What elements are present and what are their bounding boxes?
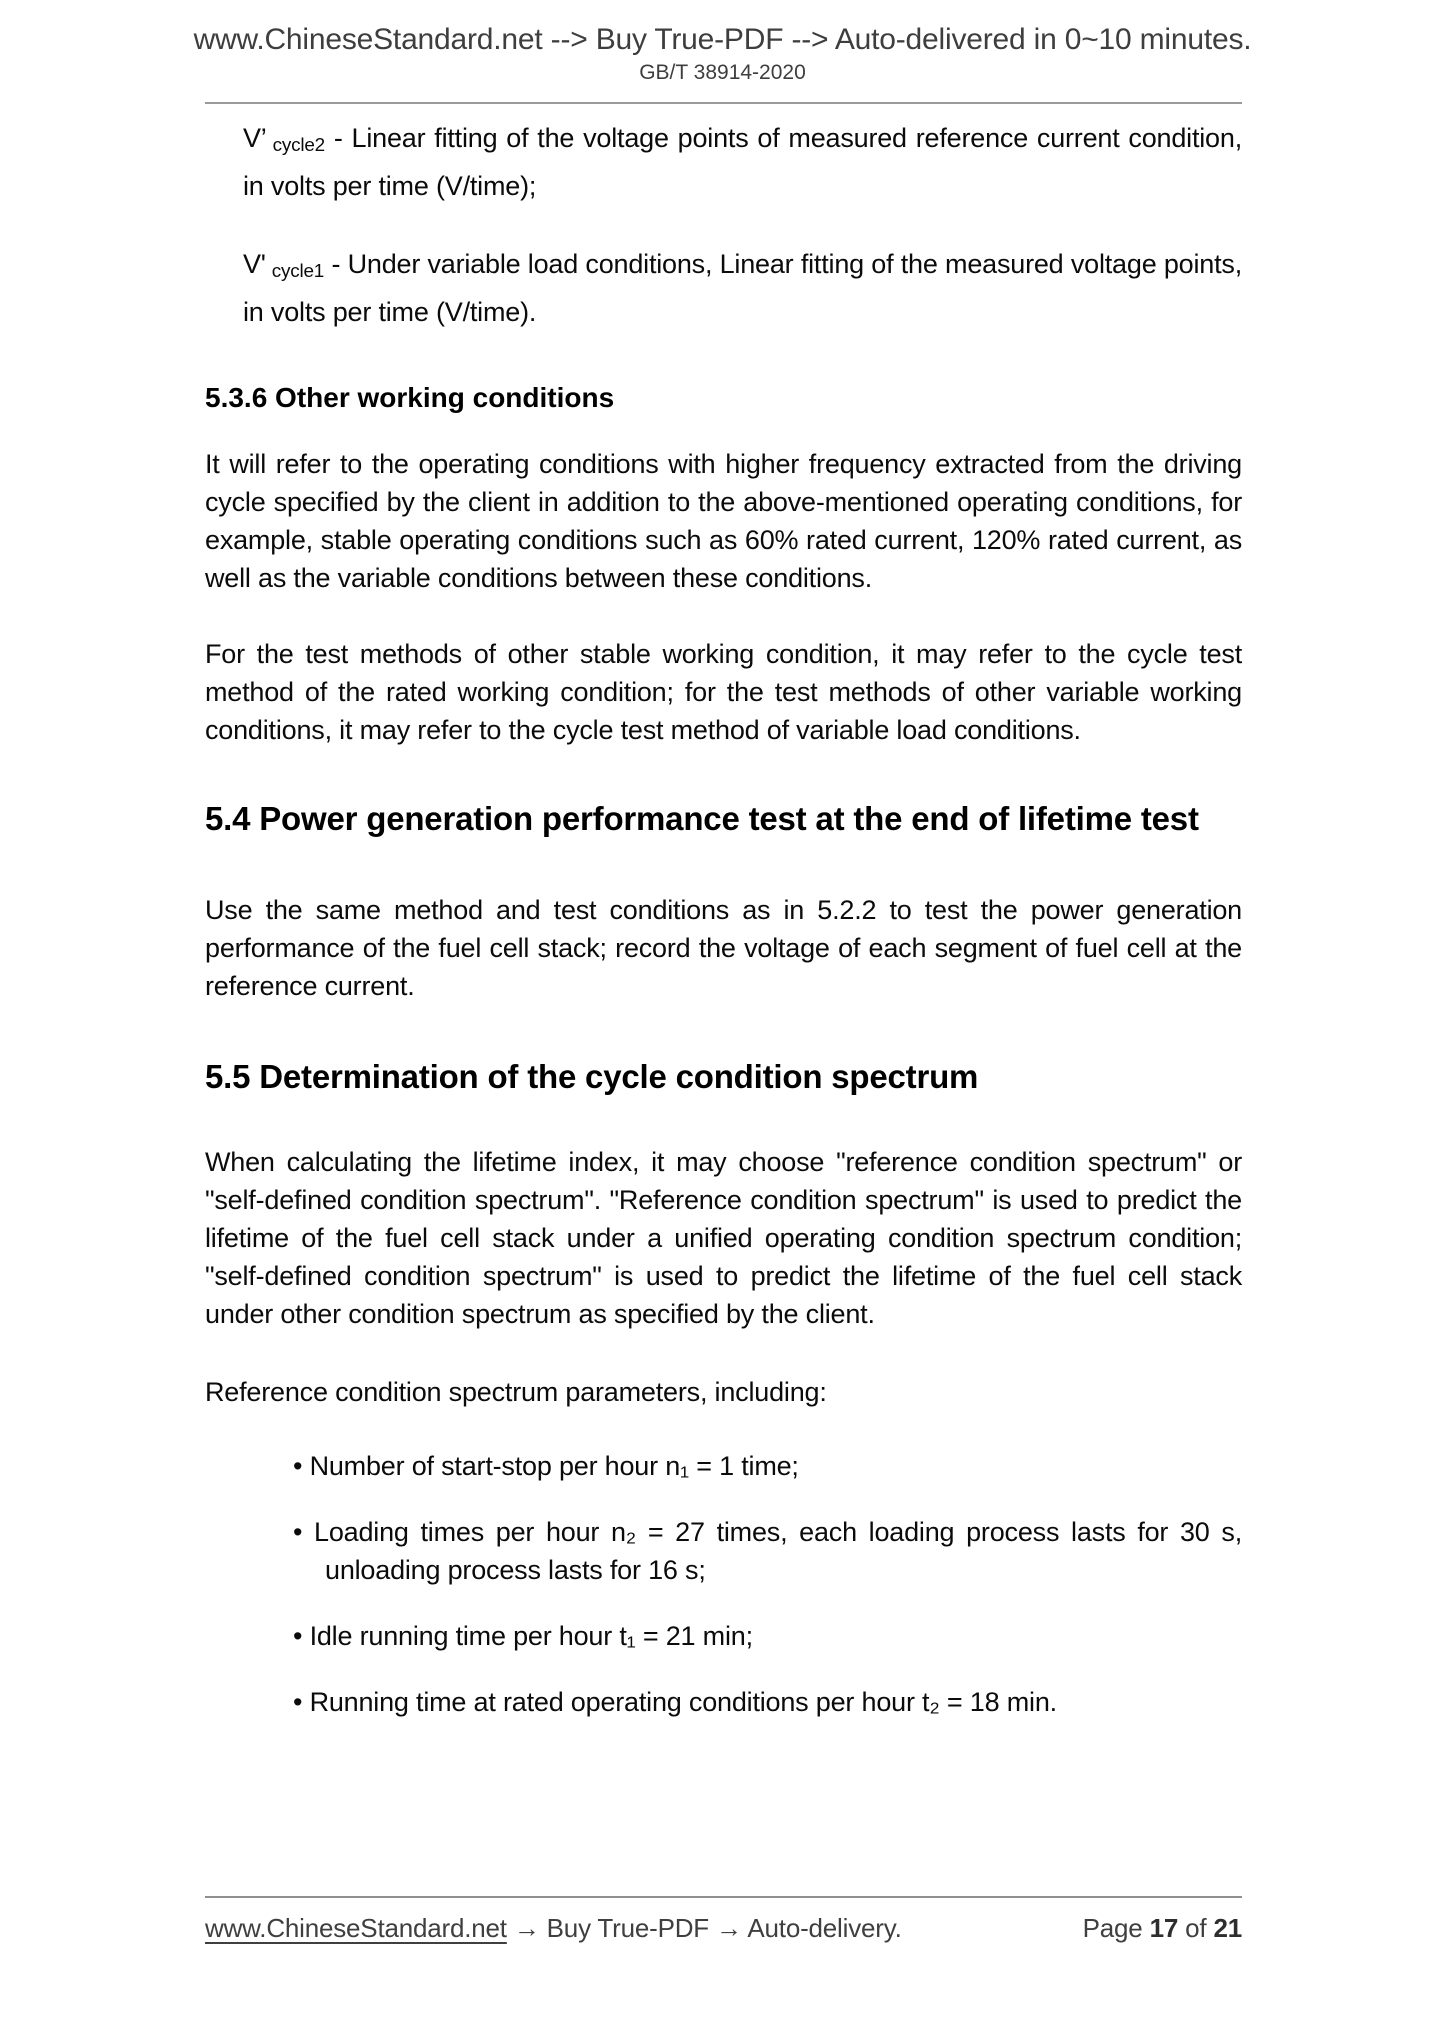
page-indicator	[1083, 1912, 1242, 1944]
footer-promo-line	[205, 1912, 902, 1944]
definition-subscript: cycle2	[272, 135, 325, 157]
list-item-rated-time: • Running time at rated operating conditions per hour t₂ = 18 min.	[293, 1683, 1242, 1721]
definition-subscript: cycle1	[271, 261, 325, 283]
section-heading-5-4: 5.4 Power generation performance test at the end of lifetime test	[205, 800, 1199, 838]
paragraph-condition-spectrum: When calculating the lifetime index, it may choose "reference condition spectrum" or "self-defined condition spectrum". "Reference condition spectrum" is used to predict the lifetime of the fuel cell stack under a unified operating condition spectrum condition; "self-defined condition spectrum" is used to predict the lifetime of the fuel cell stack under other condition spectrum as specified by the client.	[205, 1147, 1242, 1330]
list-item-start-stop: • Number of start-stop per hour n₁ = 1 time;	[293, 1447, 1242, 1485]
definition-symbol: V’	[243, 123, 267, 153]
paragraph-list-intro: Reference condition spectrum parameters, including:	[205, 1377, 827, 1408]
page-label: Page	[1082, 1913, 1143, 1943]
definition-text: - Under variable load conditions, Linear fitting of the measured voltage points, in volts per time (V/time).	[243, 249, 1242, 328]
definition-symbol: V'	[243, 249, 266, 280]
list-item-idle-time: • Idle running time per hour t₁ = 21 min;	[293, 1617, 1242, 1655]
page-footer	[205, 1896, 1242, 1944]
footer-rule	[205, 1896, 1242, 1898]
doc-number: GB/T 38914-2020	[639, 61, 806, 84]
section-heading-5-3-6: 5.3.6 Other working conditions	[205, 382, 615, 414]
header-rule	[205, 102, 1242, 104]
document-content	[205, 102, 1242, 1721]
paragraph-power-generation: Use the same method and test conditions as in 5.2.2 to test the power generation performance of the fuel cell stack; record the voltage of each segment of fuel cell at the reference current.	[205, 895, 1242, 1002]
definition-text: - Linear fitting of the voltage points of measured reference current condition, in volts per time (V/time);	[243, 123, 1242, 202]
paragraph-other-conditions: It will refer to the operating conditions with higher frequency extracted from the driving cycle specified by the client in addition to the above-mentioned operating conditions, for example, stable operating conditions such as 60% rated current, 120% rated current, as well as the variable conditions between these conditions.	[205, 449, 1242, 594]
header-banner: www.ChineseStandard.net --> Buy True-PDF --> Auto-delivered in 0~10 minutes.	[193, 23, 1252, 56]
of-label: of	[1185, 1913, 1207, 1943]
page-current: 17	[1149, 1913, 1179, 1943]
definition-item-cycle2	[243, 118, 1242, 207]
spectrum-parameter-list	[205, 1447, 1242, 1721]
footer-site-link[interactable]: www.ChineseStandard.net	[205, 1913, 507, 1943]
footer-tail-text: → Buy True-PDF → Auto-delivery.	[513, 1913, 902, 1943]
page-header	[0, 0, 1445, 86]
list-item-loading-times: • Loading times per hour n₂ = 27 times, each loading process lasts for 30 s, unloading process lasts for 16 s;	[293, 1513, 1242, 1589]
definition-item-cycle1	[243, 244, 1242, 333]
section-heading-5-5: 5.5 Determination of the cycle condition spectrum	[205, 1058, 979, 1096]
paragraph-test-methods: For the test methods of other stable working condition, it may refer to the cycle test method of the rated working condition; for the test methods of other variable working conditions, it may refer to the cycle test method of variable load conditions.	[205, 639, 1242, 746]
page-total: 21	[1213, 1913, 1242, 1943]
